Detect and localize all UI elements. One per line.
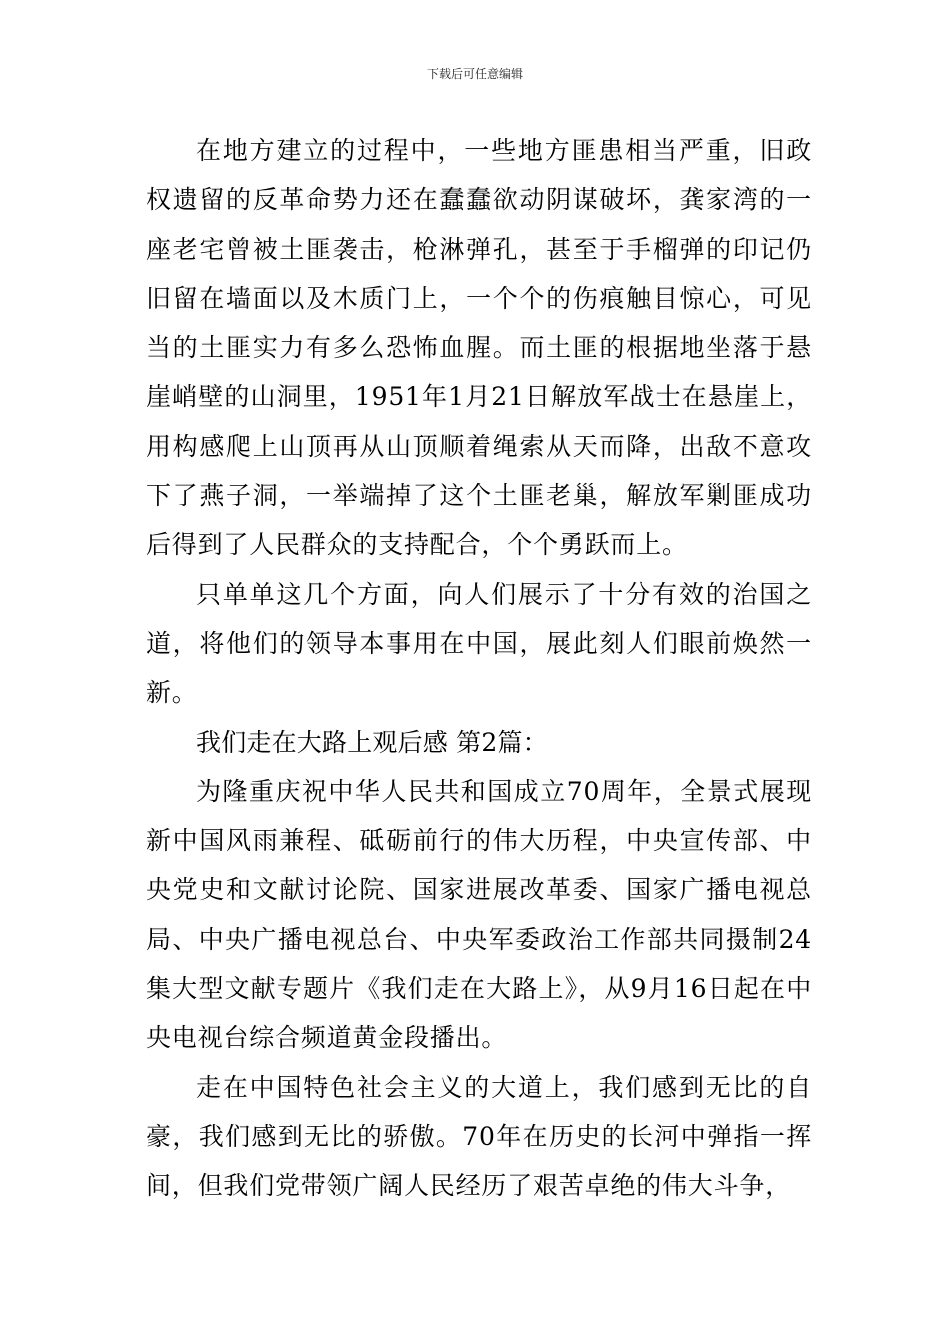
page-header-note: 下载后可任意编辑 — [426, 67, 523, 81]
document-body — [146, 126, 812, 1211]
paragraph-pride: 走在中国特色社会主义的大道上，我们感到无比的自豪，我们感到无比的骄傲。70年在历史的长河中弹指一挥间，但我们党带领广阔人民经历了艰苦卓绝的伟大斗争， — [146, 1072, 812, 1201]
paragraph-documentary-intro: 为隆重庆祝中华人民共和国成立70周年，全景式展现新中国风雨兼程、砥砺前行的伟大历程，中央宣传部、中央党史和文献讨论院、国家进展改革委、国家广播电视总局、中央广播电视总台、中央军委政治工作部共同摄制24集大型文献专题片《我们走在大路上》，从9月16日起在中央电视台综合频道黄金段播出。 — [146, 776, 812, 1053]
paragraph-governance: 只单单这几个方面，向人们展示了十分有效的治国之道，将他们的领导本事用在中国，展此刻人们眼前焕然一新。 — [146, 579, 812, 708]
paragraph-bandit-suppression: 在地方建立的过程中，一些地方匪患相当严重，旧政权遗留的反革命势力还在蠢蠢欲动阴谋破坏，龚家湾的一座老宅曾被土匪袭击，枪淋弹孔，甚至于手榴弹的印记仍旧留在墙面以及木质门上，一个个的伤痕触目惊心，可见当的土匪实力有多么恐怖血腥。而土匪的根据地坐落于悬崖峭壁的山洞里，1951年1月21日解放军战士在悬崖上，用构感爬上山顶再从山顶顺着绳索从天而降，出敌不意攻下了燕子洞，一举端掉了这个土匪老巢，解放军剿匪成功后得到了人民群众的支持配合，个个勇跃而上。 — [146, 136, 812, 560]
section-title: 我们走在大路上观后感 第2篇： — [196, 727, 548, 757]
